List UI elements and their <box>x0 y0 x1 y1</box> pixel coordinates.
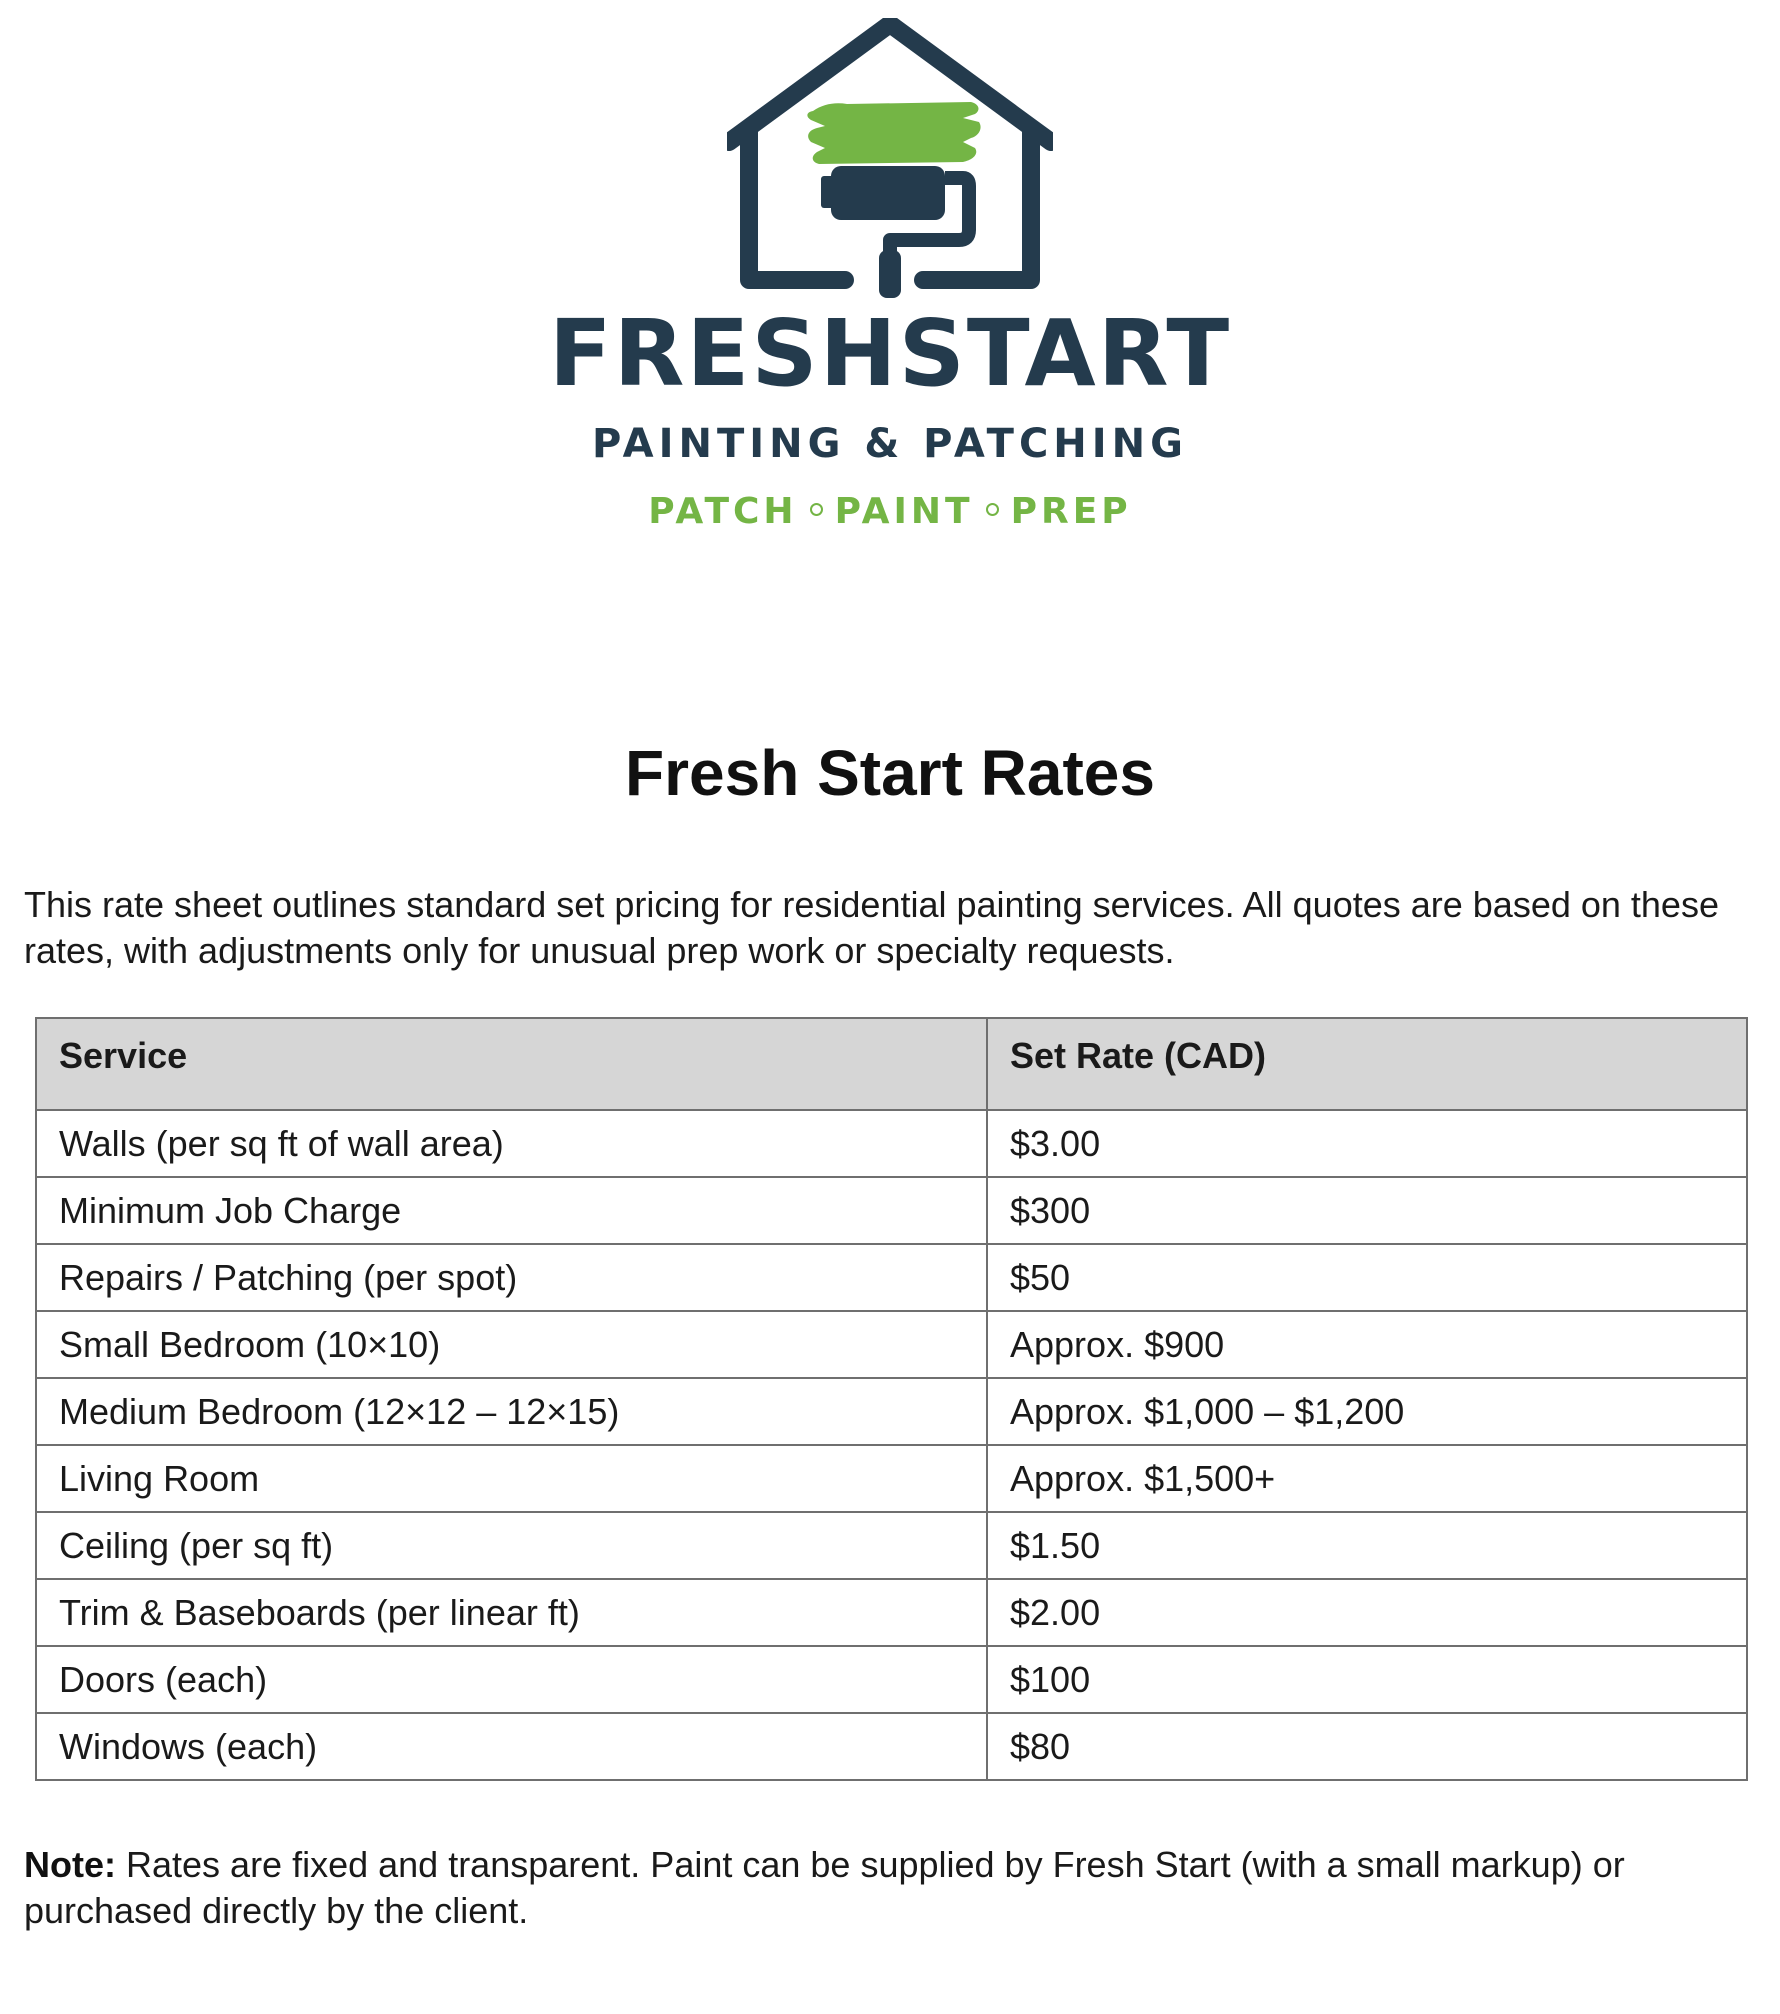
table-header-row <box>36 1018 1747 1110</box>
table-row <box>36 1713 1747 1780</box>
service-cell: Living Room <box>36 1445 987 1512</box>
table-row <box>36 1110 1747 1177</box>
table-row <box>36 1646 1747 1713</box>
rate-cell: $50 <box>987 1244 1747 1311</box>
tagline-word: PREP <box>1010 491 1132 532</box>
tagline-word: PAINT <box>834 491 974 532</box>
rate-cell: $80 <box>987 1713 1747 1780</box>
house-with-paint-roller-icon <box>727 18 1053 300</box>
table-row <box>36 1512 1747 1579</box>
brand-tagline <box>0 491 1780 532</box>
table-row <box>36 1311 1747 1378</box>
rate-cell: Approx. $1,500+ <box>987 1445 1747 1512</box>
service-cell: Medium Bedroom (12×12 – 12×15) <box>36 1378 987 1445</box>
table-row <box>36 1579 1747 1646</box>
rate-cell: $300 <box>987 1177 1747 1244</box>
table-row <box>36 1445 1747 1512</box>
rate-cell: $1.50 <box>987 1512 1747 1579</box>
rates-table <box>35 1017 1748 1781</box>
column-header-rate: Set Rate (CAD) <box>987 1018 1747 1110</box>
service-cell: Doors (each) <box>36 1646 987 1713</box>
intro-paragraph: This rate sheet outlines standard set pricing for residential painting services. All quotes are based on these rates, with adjustments only for unusual prep work or specialty requests. <box>24 884 1719 971</box>
bullet-dot-icon <box>810 503 823 516</box>
note-text: Rates are fixed and transparent. Paint can be supplied by Fresh Start (with a small markup) or purchased directly by the client. <box>24 1844 1625 1931</box>
service-cell: Minimum Job Charge <box>36 1177 987 1244</box>
service-cell: Trim & Baseboards (per linear ft) <box>36 1579 987 1646</box>
table-row <box>36 1244 1747 1311</box>
page-title: Fresh Start Rates <box>625 737 1155 809</box>
table-row <box>36 1378 1747 1445</box>
column-header-service: Service <box>36 1018 987 1110</box>
service-cell: Repairs / Patching (per spot) <box>36 1244 987 1311</box>
service-cell: Walls (per sq ft of wall area) <box>36 1110 987 1177</box>
rate-cell: $100 <box>987 1646 1747 1713</box>
rate-cell: $3.00 <box>987 1110 1747 1177</box>
note-paragraph <box>24 1842 1744 1934</box>
service-cell: Ceiling (per sq ft) <box>36 1512 987 1579</box>
service-cell: Windows (each) <box>36 1713 987 1780</box>
service-cell: Small Bedroom (10×10) <box>36 1311 987 1378</box>
table-row <box>36 1177 1747 1244</box>
bullet-dot-icon <box>986 503 999 516</box>
rate-cell: Approx. $1,000 – $1,200 <box>987 1378 1747 1445</box>
tagline-word: PATCH <box>648 491 798 532</box>
note-label: Note: <box>24 1844 116 1885</box>
brand-name: FRESHSTART <box>548 300 1232 407</box>
rate-cell: $2.00 <box>987 1579 1747 1646</box>
rate-cell: Approx. $900 <box>987 1311 1747 1378</box>
brand-subtitle: PAINTING & PATCHING <box>592 421 1188 467</box>
